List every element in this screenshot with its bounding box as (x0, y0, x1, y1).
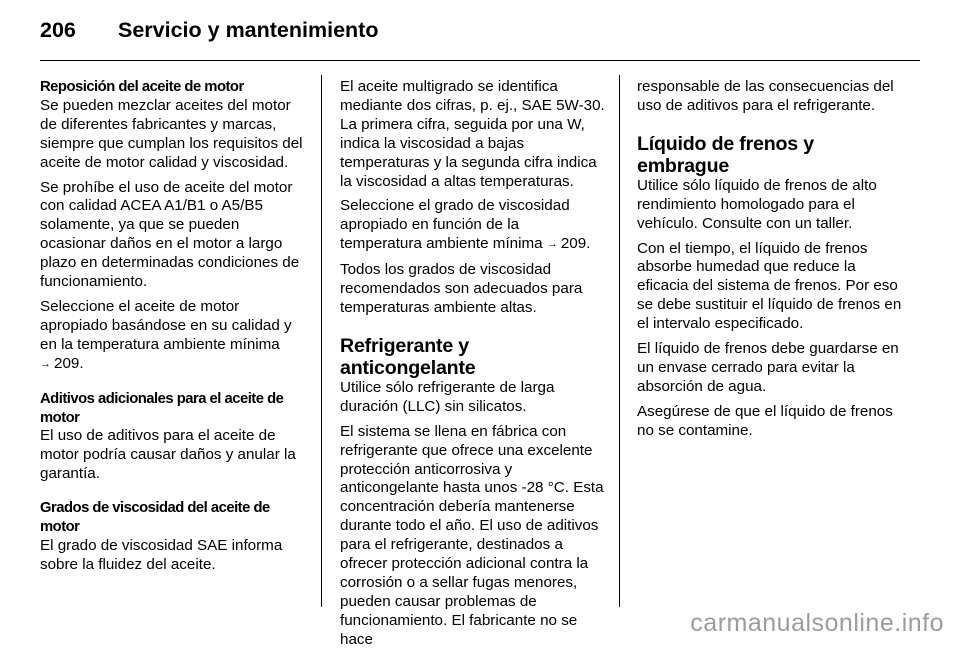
column-1 (40, 78, 305, 581)
paragraph-text: Seleccione el aceite de motor apropiado basándose en su calidad y en la temperatura ambiente mínima (40, 297, 292, 353)
subheading-reposicion: Reposición del aceite de motor (40, 79, 244, 95)
paragraph: El sistema se llena en fábrica con refrigerante que ofrece una excelente protección anticorrosiva y anticongelante hasta unos -28 °C. Esta concentración debería mantenerse durante todo el año. El uso de aditivos para el refrigerante, destinados a ofrecer protección adicional contra la corrosión o a sellar fugas menores, pueden causar problemas de funcionamiento. El fabricante no se hace (340, 422, 604, 648)
paragraph: Asegúrese de que el líquido de frenos no se contamine. (637, 402, 893, 439)
subheading-aditivos: Aditivos adicionales para el aceite de motor (40, 390, 284, 426)
column-3 (637, 78, 902, 447)
page-reference-link[interactable]: → 209. (547, 235, 591, 252)
watermark: carmanualsonline.info (690, 609, 944, 637)
paragraph: Se pueden mezclar aceites del motor de diferentes fabricantes y marcas, siempre que cumplan los requisitos del aceite de motor calidad y viscosidad. (40, 96, 303, 171)
page-reference-link[interactable]: → 209. (40, 355, 84, 372)
paragraph: El uso de aditivos para el aceite de motor podría causar daños y anular la garantía. (40, 427, 296, 483)
paragraph: Utilice sólo líquido de frenos de alto rendimiento homologado para el vehículo. Consulte con un taller. (637, 176, 877, 232)
heading-refrigerante: Refrigerante y anticongelante (340, 334, 476, 379)
paragraph: Todos los grados de viscosidad recomendados son adecuados para temperaturas ambiente altas. (340, 261, 583, 316)
column-2 (340, 78, 605, 656)
column-divider-1 (321, 75, 322, 607)
page-number: 206 (40, 18, 76, 42)
paragraph: El grado de viscosidad SAE informa sobre la fluidez del aceite. (40, 536, 283, 573)
paragraph-text: Seleccione el grado de viscosidad apropiado en función de la temperatura ambiente mínima (340, 197, 570, 253)
heading-liquido-frenos: Líquido de frenos y embrague (637, 132, 814, 177)
paragraph: Utilice sólo refrigerante de larga duración (LLC) sin silicatos. (340, 378, 555, 415)
paragraph: responsable de las consecuencias del uso de aditivos para el refrigerante. (637, 78, 894, 114)
paragraph (340, 197, 605, 255)
paragraph (40, 298, 305, 375)
subheading-grados: Grados de viscosidad del aceite de motor (40, 500, 270, 536)
header-rule (40, 60, 920, 61)
page-header (40, 18, 920, 58)
column-divider-2 (619, 75, 620, 607)
paragraph: Se prohíbe el uso de aceite del motor con calidad ACEA A1/B1 o A5/B5 solamente, ya que se pueden ocasionar daños en el motor a largo plazo en determinadas condiciones de funcionamiento. (40, 178, 300, 291)
paragraph: El líquido de frenos debe guardarse en un envase cerrado para evitar la absorción de agua. (637, 340, 899, 395)
paragraph: Con el tiempo, el líquido de frenos absorbe humedad que reduce la eficacia del sistema de frenos. Por eso se debe sustituir el líquido de frenos en el intervalo especificado. (637, 239, 902, 333)
paragraph: El aceite multigrado se identifica mediante dos cifras, p. ej., SAE 5W-30. La primera cifra, seguida por una W, indica la viscosidad a bajas temperaturas y la segunda cifra indica la viscosidad a altas temperaturas. (340, 78, 605, 190)
page-title: Servicio y mantenimiento (118, 18, 379, 42)
